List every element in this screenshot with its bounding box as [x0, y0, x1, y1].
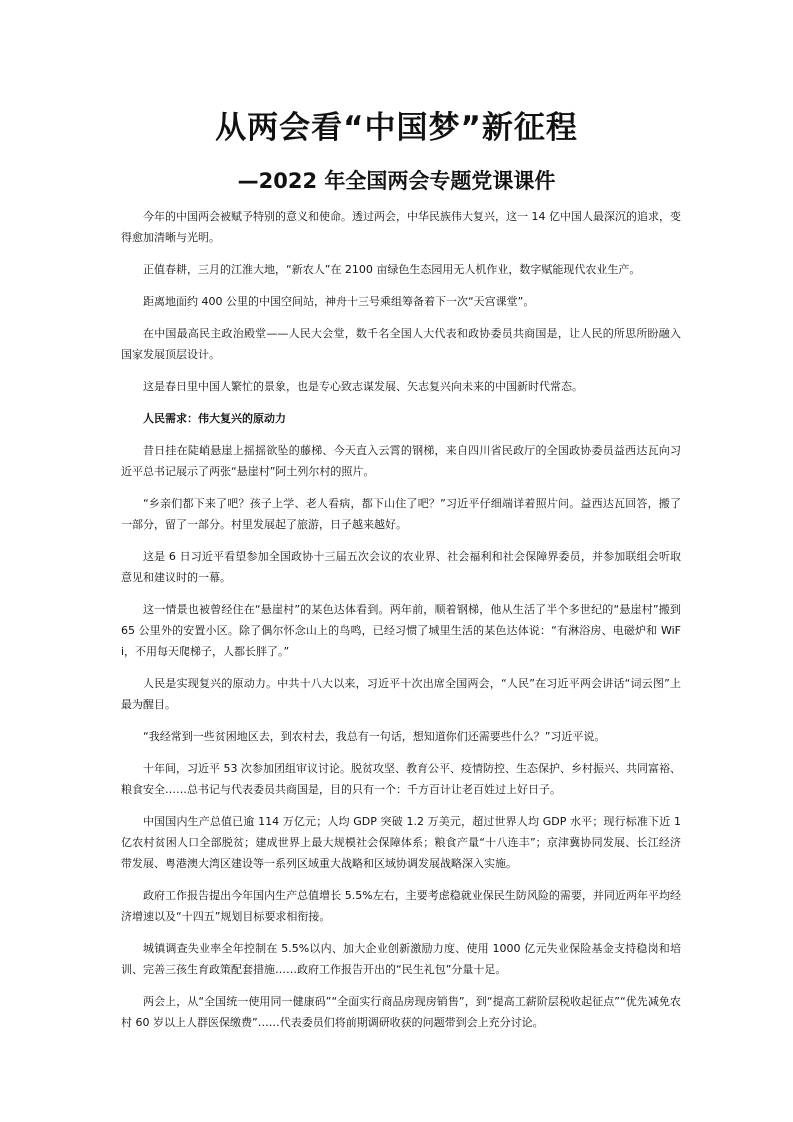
paragraph: 今年的中国两会被赋予特别的意义和使命。透过两会，中华民族伟大复兴，这一 14 亿中国人最深沉的追求，变得愈加清晰与光明。 [121, 210, 681, 244]
document-subtitle: —2022 年全国两会专题党课课件 [237, 169, 556, 193]
paragraph: 人民是实现复兴的原动力。中共十八大以来，习近平十次出席全国两会，“人民”在习近平两会讲话“词云图”上最为醒目。 [121, 677, 681, 711]
document-body [121, 206, 681, 1044]
section-heading: 人民需求：伟大复兴的原动力 [143, 412, 286, 425]
paragraph: 十年间，习近平 53 次参加团组审议讨论。脱贫攻坚、教育公平、疫情防控、生态保护、乡村振兴、共同富裕、粮食安全……总书记与代表委员共商国是，目的只有一个：千方百计让老百姓过上好日子。 [121, 762, 681, 796]
paragraph: 这一情景也被曾经住在“悬崖村”的某色达体看到。两年前，顺着钢梯，他从生活了半个多世纪的“悬崖村”搬到 65 公里外的安置小区。除了偶尔怀念山上的鸟鸣，已经习惯了城里生活的某色达体说：“有淋浴房、电磁炉和 WiFi，不用每天爬梯子，人都长胖了。” [121, 603, 681, 658]
paragraph: 城镇调查失业率全年控制在 5.5%以内、加大企业创新激励力度、使用 1000 亿元失业保险基金支持稳岗和培训、完善三孩生育政策配套措施……政府工作报告开出的“民生礼包”分量十足。 [121, 942, 681, 976]
paragraph: “乡亲们都下来了吧？孩子上学、老人看病，都下山住了吧？”习近平仔细端详着照片问。益西达瓦回答，搬了一部分，留了一部分。村里发展起了旅游，日子越来越好。 [121, 497, 681, 531]
paragraph: 这是 6 日习近平看望参加全国政协十三届五次会议的农业界、社会福利和社会保障界委员，并参加联组会听取意见和建议时的一幕。 [121, 550, 681, 584]
paragraph: 正值春耕，三月的江淮大地，“新农人”在 2100 亩绿色生态园用无人机作业，数字赋能现代农业生产。 [143, 263, 641, 276]
paragraph: 在中国最高民主政治殿堂——人民大会堂，数千名全国人大代表和政协委员共商国是，让人民的所思所盼融入国家发展顶层设计。 [121, 327, 681, 361]
paragraph: 政府工作报告提出今年国内生产总值增长 5.5%左右，主要考虑稳就业保民生防风险的需要，并同近两年平均经济增速以及“十四五”规划目标要求相衔接。 [121, 889, 681, 923]
paragraph: 两会上，从“全国统一使用同一健康码”“全面实行商品房现房销售”，到“提高工薪阶层税收起征点”“优先减免农村 60 岁以上人群医保缴费”……代表委员们将前期调研收获的问题带到会上充分讨论。 [121, 995, 681, 1029]
paragraph: 这是春日里中国人繁忙的景象，也是专心致志谋发展、矢志复兴向未来的中国新时代常态。 [143, 380, 583, 393]
paragraph: “我经常到一些贫困地区去，到农村去，我总有一句话，想知道你们还需要些什么？”习近平说。 [143, 730, 606, 743]
document-title: 从两会看“中国梦”新征程 [215, 110, 578, 146]
paragraph: 昔日挂在陡峭悬崖上摇摇欲坠的藤梯、今天直入云霄的钢梯，来自四川省民政厅的全国政协委员益西达瓦向习近平总书记展示了两张“悬崖村”阿土列尔村的照片。 [121, 444, 681, 478]
paragraph: 中国国内生产总值已逾 114 万亿元；人均 GDP 突破 1.2 万美元，超过世界人均 GDP 水平；现行标准下近 1 亿农村贫困人口全部脱贫；建成世界上最大规模社会保障体系；粮食产量“十八连丰”；京津冀协同发展、长江经济带发展、粤港澳大湾区建设等一系列区域重大战略和区域协调发展战略深入实施。 [121, 815, 681, 870]
paragraph: 距离地面约 400 公里的中国空间站，神舟十三号乘组筹备着下一次“天宫课堂”。 [143, 295, 535, 308]
